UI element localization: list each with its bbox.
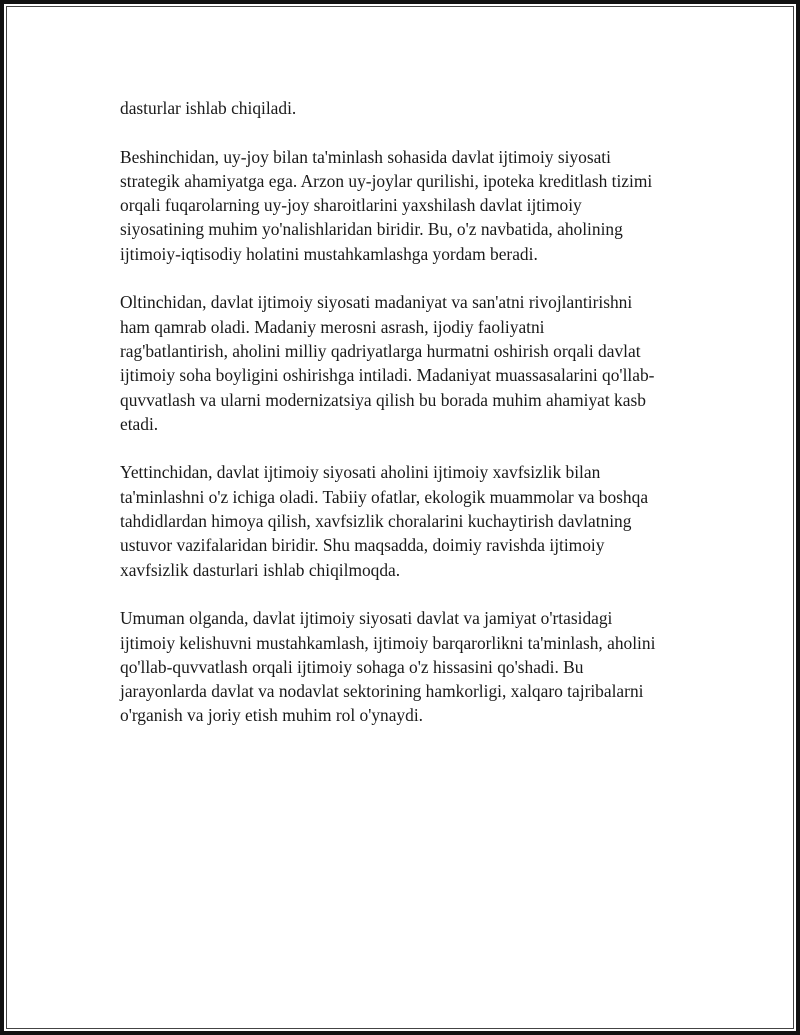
text-line: Umuman olganda, davlat ijtimoiy siyosati davlat va jamiyat o'rtasidagi: [120, 608, 613, 629]
text-line: Yettinchidan, davlat ijtimoiy siyosati aholini ijtimoiy xavfsizlik bilan: [120, 462, 601, 483]
text-line: strategik ahamiyatga ega. Arzon uy-joylar qurilishi, ipoteka kreditlash tizimi: [120, 170, 653, 191]
text-line: o'rganish va joriy etish muhim rol o'ynaydi.: [120, 705, 424, 726]
paragraph-1: [120, 96, 700, 120]
text-line: jarayonlarda davlat va nodavlat sektorining hamkorligi, xalqaro tajribalarni: [120, 681, 644, 702]
paragraph-5: [120, 606, 700, 727]
text-line: ham qamrab oladi. Madaniy merosni asrash, ijodiy faoliyatni: [120, 316, 545, 337]
text-line: ijtimoiy kelishuvni mustahkamlash, ijtimoiy barqarorlikni ta'minlash, aholini: [120, 632, 656, 653]
paragraph-3: [120, 290, 700, 436]
text-line: etadi.: [120, 413, 159, 434]
text-line: Oltinchidan, davlat ijtimoiy siyosati madaniyat va san'atni rivojlantirishni: [120, 292, 633, 313]
text-line: dasturlar ishlab chiqiladi.: [120, 98, 297, 118]
paragraph-2: [120, 145, 700, 266]
text-line: quvvatlash va ularni modernizatsiya qilish bu borada muhim ahamiyat kasb: [120, 389, 646, 410]
document-body: [120, 96, 700, 752]
text-line: Beshinchidan, uy-joy bilan ta'minlash sohasida davlat ijtimoiy siyosati: [120, 146, 611, 167]
text-line: xavfsizlik dasturlari ishlab chiqilmoqda.: [120, 559, 401, 580]
paragraph-4: [120, 460, 700, 581]
text-line: orqali fuqarolarning uy-joy sharoitlarini yaxshilash davlat ijtimoiy: [120, 195, 582, 216]
text-line: tahdidlardan himoya qilish, xavfsizlik choralarini kuchaytirish davlatning: [120, 511, 632, 532]
text-line: siyosatining muhim yo'nalishlaridan biridir. Bu, o'z navbatida, aholining: [120, 219, 623, 240]
text-line: ijtimoiy-iqtisodiy holatini mustahkamlashga yordam beradi.: [120, 243, 538, 264]
text-line: ijtimoiy soha boyligini oshirishga intiladi. Madaniyat muassasalarini qo'llab-: [120, 365, 655, 386]
text-line: ta'minlashni o'z ichiga oladi. Tabiiy ofatlar, ekologik muammolar va boshqa: [120, 486, 649, 507]
text-line: rag'batlantirish, aholini milliy qadriyatlarga hurmatni oshirish orqali davlat: [120, 340, 641, 361]
text-line: qo'llab-quvvatlash orqali ijtimoiy sohaga o'z hissasini qo'shadi. Bu: [120, 656, 584, 677]
text-line: ustuvor vazifalaridan biridir. Shu maqsadda, doimiy ravishda ijtimoiy: [120, 535, 605, 556]
